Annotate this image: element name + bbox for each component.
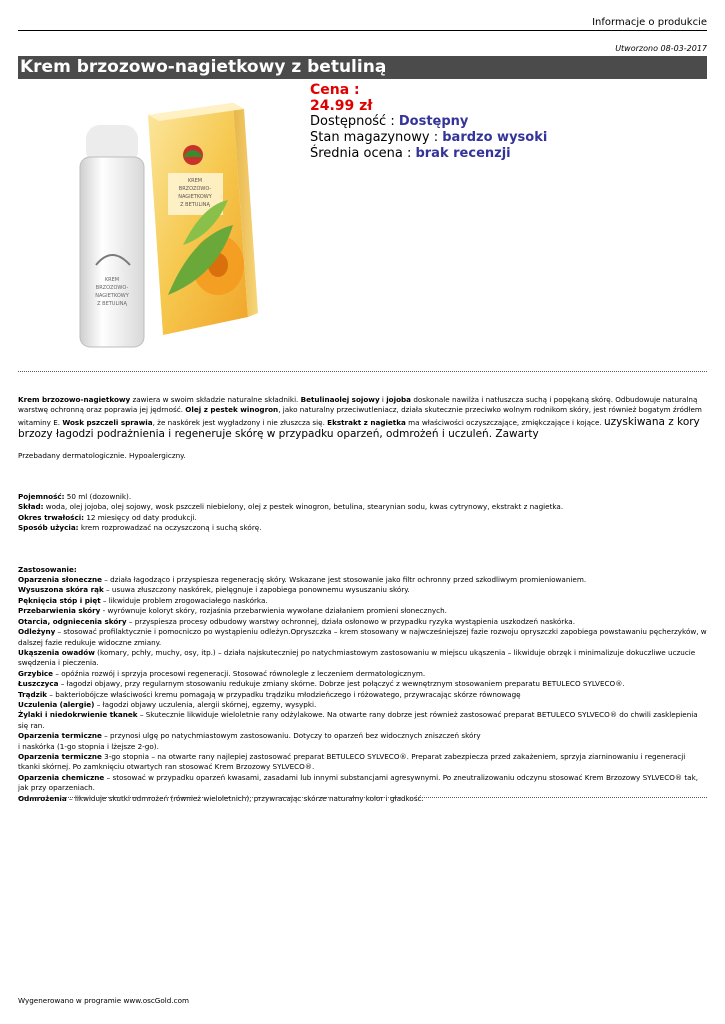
spec-item: Skład: woda, olej jojoba, olej sojowy, wosk pszczeli niebielony, olej z pestek winogron, betulina, stearynian sodu, kwas cytrynowy, ekstrakt z nagietka. bbox=[18, 502, 564, 512]
spec-item: Sposób użycia: krem rozprowadzać na oczyszczoną i suchą skórę. bbox=[18, 523, 262, 533]
product-illustration bbox=[18, 85, 303, 360]
jar-label-line: Z BETULINĄ bbox=[97, 301, 127, 307]
stock-value: bardzo wysoki bbox=[442, 130, 548, 145]
rating-row bbox=[310, 146, 547, 162]
jar-label-line: KREM bbox=[104, 277, 120, 283]
usage-item: Otarcia, odgniecenia skóry – przyspiesza procesy odbudowy warstwy ochronnej, działa osłonowo w przypadku ryzyka wystąpienia uszkodzeń naskórka. bbox=[18, 616, 575, 626]
usage-item: Trądzik – bakteriobójcze właściwości kremu pomagają w przypadku trądziku młodzieńczego i różowatego, przywracając skórze równowagę bbox=[18, 689, 521, 699]
usage-item: Odmrożenia – likwiduje skutki odmrożeń (również wieloletnich), przywracając skórze naturalny kolor i gładkość. bbox=[18, 793, 424, 803]
usage-item: Pęknięcia stóp i pięt – likwiduje problem zrogowaciałego naskórka. bbox=[18, 595, 268, 605]
availability-row bbox=[310, 114, 547, 130]
box-label-line: KREM bbox=[187, 178, 203, 184]
usage-item: Przebarwienia skóry - wyrównuje koloryt skóry, rozjaśnia przebarwienia wywołane działaniem promieni słonecznych. bbox=[18, 606, 447, 616]
jar-label-line: NAGIETKOWY bbox=[95, 293, 129, 299]
jar-body bbox=[80, 157, 144, 347]
usage-item: Grzybice – opóźnia rozwój i sprzyja procesowi regeneracji. Stosować równolegle z leczeniem dermatologicznym. bbox=[18, 668, 426, 678]
price-label: Cena : bbox=[310, 82, 360, 98]
usage-title: Zastosowanie: bbox=[18, 564, 77, 574]
description-note: Przebadany dermatologicznie. Hypoalergiczny. bbox=[18, 450, 186, 460]
jar-label-line: BRZOZOWO- bbox=[95, 285, 129, 291]
usage-item: Żylaki i niedokrwienie tkanek – Skutecznie likwiduje wieloletnie rany odżylakowe. Na otwarte rany dobrze jest również zastosować preparat BETULECO SYLVECO® do chwili zasklepienia się ran. bbox=[18, 710, 698, 730]
product-name: Krem brzozowo-nagietkowy z betuliną bbox=[20, 57, 387, 77]
specs-list bbox=[18, 492, 707, 534]
usage-item: Oparzenia słoneczne – działa łagodząco i przyspiesza regenerację skóry. Wskazane jest stosowanie jako filtr ochronny przed szkodliwym promieniowaniem. bbox=[18, 575, 587, 585]
usage-item: Uczulenia (alergie) – łagodzi objawy uczulenia, alergii skórnej, egzemy, wysypki. bbox=[18, 699, 317, 709]
box-label-line: NAGIETKOWY bbox=[178, 194, 212, 200]
availability-value: Dostępny bbox=[398, 114, 469, 129]
spec-item: Okres trwałości: 12 miesięcy od daty produkcji. bbox=[18, 512, 197, 522]
availability-label: Dostępność : bbox=[310, 114, 395, 129]
box-label-line: BRZOZOWO- bbox=[178, 186, 212, 192]
usage-item: Łuszczyca – łagodzi objawy, przy regularnym stosowaniu redukuje zmiany skórne. Dobrze jest połączyć z wewnętrznym stosowaniem preparatu BETULECO SYLVECO®. bbox=[18, 679, 625, 689]
usage-item: Wysuszona skóra rąk – usuwa złuszczony naskórek, pielęgnuje i zapobiega ponownemu wysuszaniu skóry. bbox=[18, 585, 410, 595]
stock-row bbox=[310, 130, 547, 146]
header-title: Informacje o produkcie bbox=[592, 17, 707, 28]
rating-label: Średnia ocena : bbox=[310, 146, 412, 161]
header-rule bbox=[18, 30, 707, 31]
spec-item: Pojemność: 50 ml (dozownik). bbox=[18, 492, 132, 502]
divider-top bbox=[18, 371, 707, 372]
description-paragraph: Krem brzozowo-nagietkowy zawiera w swoim składzie naturalne składniki. Betulinaolej sojowy i jojoba doskonale nawilża i natłuszcza suchą i popękaną skórę. Odbudowuje naturalną warstwę ochronną oraz poprawia jej jędrność. Olej z pestek winogron, jako naturalny przeciwutleniacz, działa skutecznie przeciwko wolnym rodnikom skóry, jest również bogatym źródłem witaminy E. Wosk pszczeli sprawia, że naskórek jest wygładzony i nie złuszcza się. Ekstrakt z nagietka ma właściwości oczyszczające, zmiękczające i kojące. uzyskiwana z kory brzozy łagodzi podrażnienia i regeneruje skórę w przypadku oparzeń, odmrożeń i uczuleń. Zawarty bbox=[18, 395, 702, 441]
usage-item: i naskórka (1-go stopnia i lżejsze 2-go). bbox=[18, 741, 159, 751]
usage-item: Oparzenia termiczne 3-go stopnia – na otwarte rany najlepiej zastosować preparat BETULECO SYLVECO®. Preparat zabezpiecza przed zakażeniem, sprzyja ziarninowaniu i regeneracji tkanki skórnej. Po zamknięciu otwartych ran stosować Krem Brzozowy SYLVECO®. bbox=[18, 751, 686, 772]
rating-value: brak recenzji bbox=[415, 146, 511, 161]
usage-item: Ukąszenia owadów (komary, pchły, muchy, osy, itp.) – działa najskuteczniej po natychmiastowym zastosowaniu w miejscu ukąszenia – likwiduje obrzęk i minimalizuje dokuczliwe uczucie swędzenia i pieczenia. bbox=[18, 647, 696, 668]
product-image bbox=[18, 85, 303, 360]
footer: Wygenerowano w programie www.oscGold.com bbox=[18, 996, 189, 1005]
price-value: 24.99 zł bbox=[310, 98, 373, 114]
created-date: Utworzono 08-03-2017 bbox=[615, 44, 707, 53]
title-bar bbox=[18, 56, 707, 79]
stock-label: Stan magazynowy : bbox=[310, 130, 439, 145]
description-content bbox=[18, 395, 707, 804]
divider-bottom bbox=[18, 797, 707, 798]
usage-item: Oparzenia chemiczne – stosować w przypadku oparzeń kwasami, zasadami lub innymi substancjami agresywnymi. Po zneutralizowaniu odczynu stosować Krem Brzozowy SYLVECO® tak, jak przy oparzeniach. bbox=[18, 772, 699, 793]
usage-item: Odleżyny – stosować profilaktycznie i pomocniczo po wystąpieniu odleżyn.Opryszczka – krem stosowany w najwcześniejszej fazie rozwoju opryszczki zapobiega powstawaniu pęcherzyków, w dalszej fazie redukuje widoczne zmiany. bbox=[18, 627, 707, 647]
box-label-line: Z BETULINĄ bbox=[180, 202, 210, 208]
price-block bbox=[310, 82, 547, 162]
box-front bbox=[148, 103, 248, 335]
usage-item: Oparzenia termiczne – przynosi ulgę po natychmiastowym zastosowaniu. Dotyczy to oparzeń bez widocznych zniszczeń skóry bbox=[18, 731, 481, 741]
usage-list bbox=[18, 575, 707, 804]
